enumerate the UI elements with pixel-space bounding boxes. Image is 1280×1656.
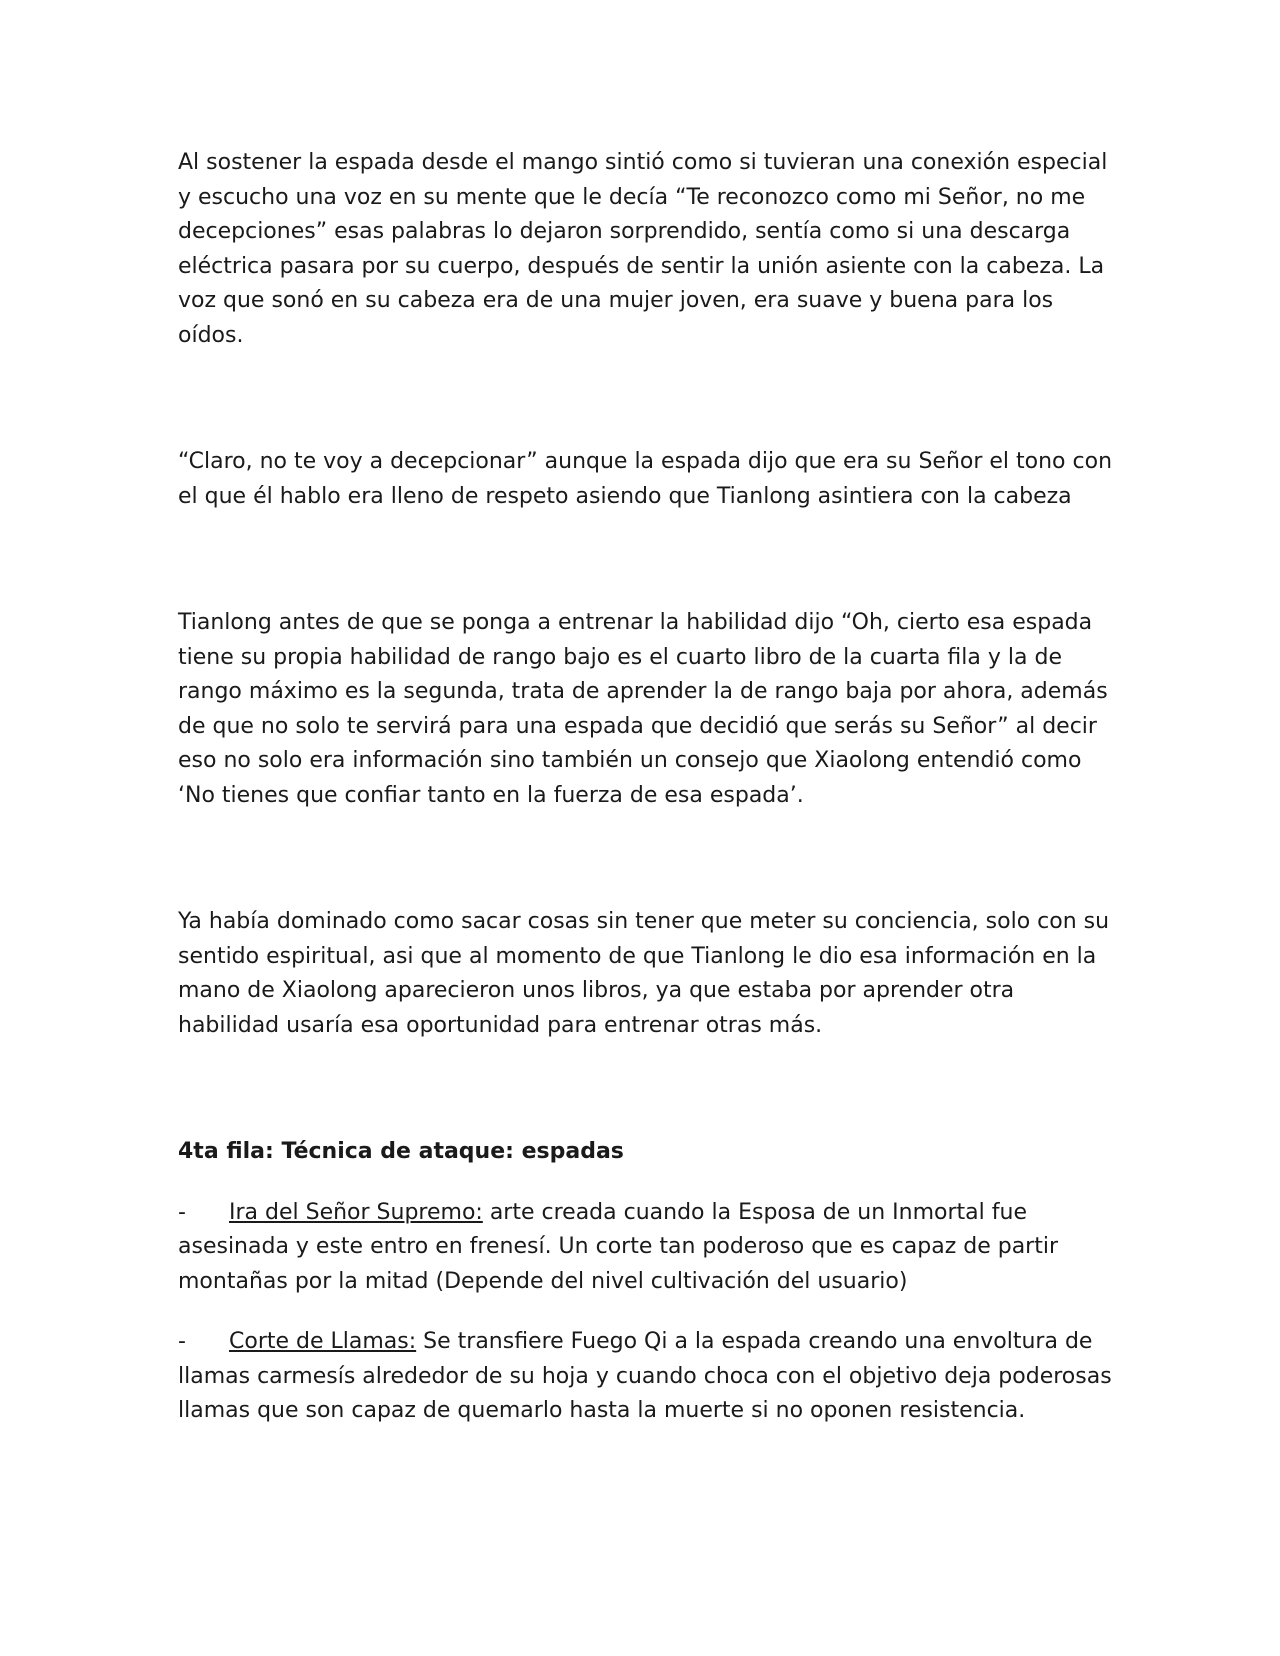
document-page [178,146,1118,1455]
paragraph-4: Ya había dominado como sacar cosas sin tener que meter su conciencia, solo con su sentido espiritual, asi que al momento de que Tianlong le dio esa información en la mano de Xiaolong aparecieron unos libros, ya que estaba por aprender otra habilidad usaría esa oportunidad para entrenar otras más. [178,909,1110,1038]
list-marker: - [178,1329,186,1354]
paragraph-1: Al sostener la espada desde el mango sintió como si tuvieran una conexión especial y escucho una voz en su mente que le decía “Te reconozco como mi Señor, no me decepciones” esas palabras lo dejaron sorprendido, sentía como si una descarga eléctrica pasara por su cuerpo, después de sentir la unión asiente con la cabeza. La voz que sonó en su cabeza era de una mujer joven, era suave y buena para los oídos. [178,150,1108,348]
list-item-term: Corte de Llamas: [229,1329,417,1354]
list-marker: - [178,1199,186,1225]
paragraph-3: Tianlong antes de que se ponga a entrenar la habilidad dijo “Oh, cierto esa espada tiene su propia habilidad de rango bajo es el cuarto libro de la cuarta fila y la de rango máximo es la segunda, trata de aprender la de rango baja por ahora, además de que no solo te servirá para una espada que decidió que serás su Señor” al decir eso no solo era información sino también un consejo que Xiaolong entendió como ‘No tienes que confiar tanto en la fuerza de esa espada’. [178,610,1108,808]
list-item-text: arte creada cuando la Esposa de un Inmortal fue asesinada y este entro en frenesí. Un corte tan poderoso que es capaz de partir montañas por la mitad (Depende del nivel cultivación del usuario) [178,1199,1059,1294]
list-item-text: Se transfiere Fuego Qi a la espada creando una envoltura de llamas carmesís alrededor de su hoja y cuando choca con el objetivo deja poderosas llamas que son capaz de quemarlo hasta la muerte si no oponen resistencia. [178,1329,1112,1423]
list-item-term: Ira del Señor Supremo: [229,1199,483,1225]
list-item [178,1325,1118,1429]
list-item [178,1196,1118,1300]
paragraph-2: “Claro, no te voy a decepcionar” aunque la espada dijo que era su Señor el tono con el que él hablo era lleno de respeto asiendo que Tianlong asintiera con la cabeza [178,449,1113,509]
section-heading: 4ta fila: Técnica de ataque: espadas [178,1139,624,1164]
